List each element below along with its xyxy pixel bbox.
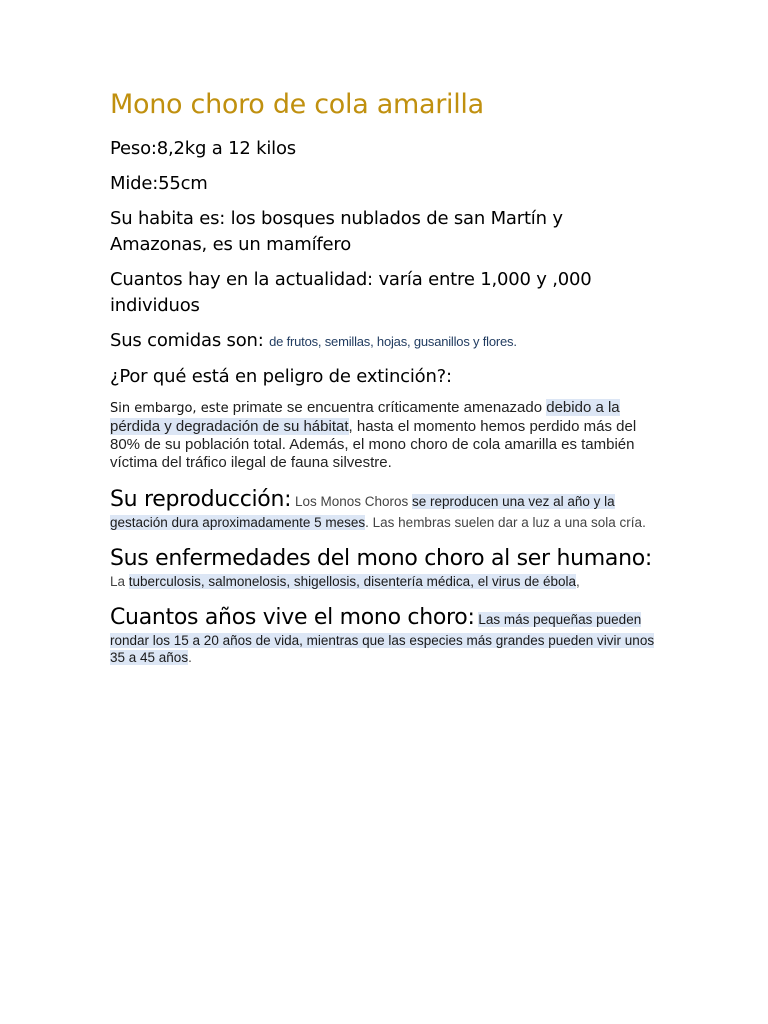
cantidad-line: Cuantos hay en la actualidad: varía entre 1,000 y ,000 individuos [110, 269, 592, 316]
vida-part2: . [188, 650, 192, 665]
vida-highlight: Las más pequeñas pueden rondar los 15 a 20 años de vida, mientras que las especies más grandes pueden vivir unos 35 a 45 años [110, 612, 655, 665]
peligro-paragraph [110, 399, 660, 472]
peligro-part1: primate se encuentra críticamente amenazado [228, 399, 547, 416]
document-title: Mono choro de cola amarilla [110, 89, 484, 120]
reproduccion-part1: Los Monos Choros [291, 494, 413, 509]
peso-line: Peso:8,2kg a 12 kilos [110, 138, 296, 159]
enfermedades-part1: La [110, 574, 129, 589]
habitat-line: Su habita es: los bosques nublados de san Martín y Amazonas, es un mamífero [110, 208, 563, 255]
enfermedades-highlight: tuberculosis, salmonelosis, shigellosis, disentería médica, el virus de ébola [128, 574, 577, 589]
peligro-part2: , hasta el momento hemos perdido más del 80% de su población total. Además, el mono choro de cola amarilla es también víctima del tráfico ilegal de fauna silvestre. [110, 418, 637, 471]
peligro-highlight: debido a la pérdida y degradación de su hábitat [110, 399, 620, 435]
comidas-text: de frutos, semillas, hojas, gusanillos y flores. [269, 334, 517, 349]
peligro-heading: ¿Por qué está en peligro de extinción?: [110, 366, 452, 387]
enfermedades-section [110, 545, 660, 590]
document-page [110, 86, 660, 674]
enfermedades-part2: , [576, 574, 580, 589]
peligro-lead: Sin embargo, este [110, 401, 229, 416]
comidas-line [110, 328, 660, 355]
reproduccion-section [110, 486, 660, 531]
mide-line: Mide:55cm [110, 173, 208, 194]
reproduccion-part2: . Las hembras suelen dar a luz a una sola cría. [365, 515, 646, 530]
vida-heading: Cuantos años vive el mono choro: [110, 605, 475, 630]
reproduccion-highlight: se reproducen una vez al año y la gestación dura aproximadamente 5 meses [110, 494, 615, 530]
vida-section [110, 604, 660, 666]
comidas-label: Sus comidas son: [110, 330, 264, 351]
enfermedades-heading: Sus enfermedades del mono choro al ser humano: [110, 546, 652, 571]
reproduccion-heading: Su reproducción: [110, 487, 292, 512]
